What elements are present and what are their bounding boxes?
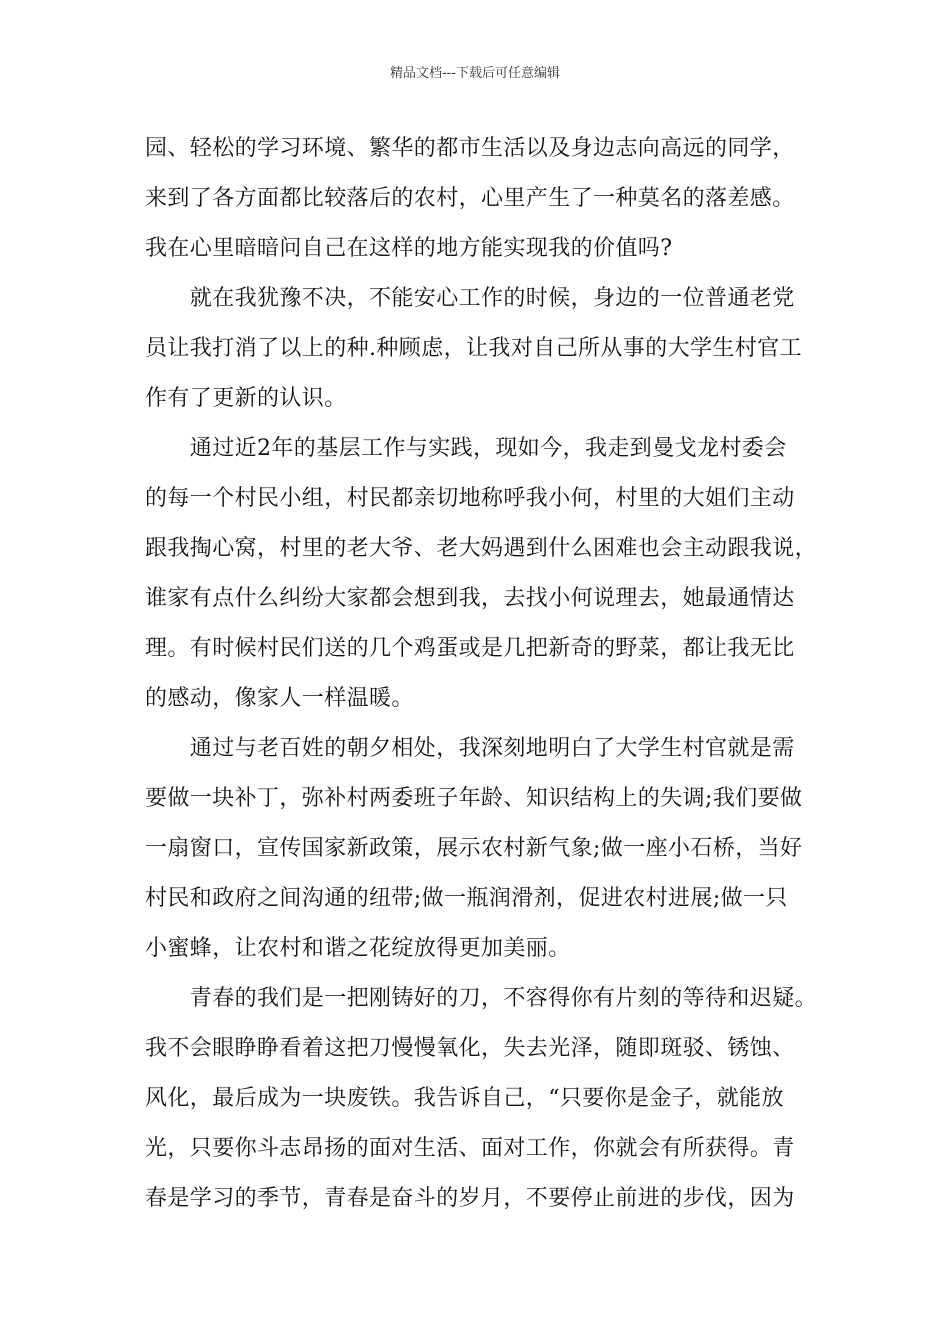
- text-line: 我不会眼睁睁看着这把刀慢慢氧化，失去光泽，随即斑驳、锈蚀、: [145, 1036, 795, 1061]
- text-line: 作有了更新的认识。: [145, 386, 347, 411]
- text-line: 我在心里暗暗问自己在这样的地方能实现我的价值吗?: [145, 236, 673, 261]
- text-line: 跟我掏心窝，村里的老大爷、老大妈遇到什么困难也会主动跟我说，: [145, 536, 818, 561]
- text-line: 要做一块补丁，弥补村两委班子年龄、知识结构上的失调;我们要做: [145, 786, 803, 811]
- text-line: 就在我犹豫不决，不能安心工作的时候，身边的一位普通老党: [145, 286, 795, 311]
- text-line: 的感动，像家人一样温暖。: [145, 686, 414, 711]
- text-line: 一扇窗口，宣传国家新政策，展示农村新气象;做一座小石桥，当好: [145, 836, 803, 861]
- text-line: 员让我打消了以上的种.种顾虑，让我对自己所从事的大学生村官工: [145, 336, 802, 361]
- text-line: 来到了各方面都比较落后的农村，心里产生了一种莫名的落差感。: [145, 186, 795, 211]
- text-line: 小蜜蜂，让农村和谐之花绽放得更加美丽。: [145, 936, 571, 961]
- text-line: 理。有时候村民们送的几个鸡蛋或是几把新奇的野菜，都让我无比: [145, 636, 795, 661]
- document-body: [145, 124, 818, 1224]
- text-line: 青春的我们是一把刚铸好的刀，不容得你有片刻的等待和迟疑。: [145, 986, 818, 1011]
- text-line: 的每一个村民小组，村民都亲切地称呼我小何，村里的大姐们主动: [145, 486, 795, 511]
- text-line: 谁家有点什么纠纷大家都会想到我，去找小何说理去，她最通情达: [145, 586, 795, 611]
- text-line: 通过与老百姓的朝夕相处，我深刻地明白了大学生村官就是需: [145, 736, 795, 761]
- text-line: 村民和政府之间沟通的纽带;做一瓶润滑剂，促进农村进展;做一只: [145, 886, 788, 911]
- text-line: 园、轻松的学习环境、繁华的都市生活以及身边志向高远的同学，: [145, 136, 795, 161]
- text-line: 光，只要你斗志昂扬的面对生活、面对工作，你就会有所获得。青: [145, 1136, 795, 1161]
- text-line: 春是学习的季节，青春是奋斗的岁月，不要停止前进的步伐，因为: [145, 1186, 795, 1211]
- text-line: 风化，最后成为一块废铁。我告诉自己，“只要你是金子，就能放: [145, 1086, 784, 1111]
- text-line: 通过近2年的基层工作与实践，现如今，我走到曼戈龙村委会: [145, 436, 787, 461]
- page-header: 精品文档---下载后可任意编辑: [389, 66, 561, 81]
